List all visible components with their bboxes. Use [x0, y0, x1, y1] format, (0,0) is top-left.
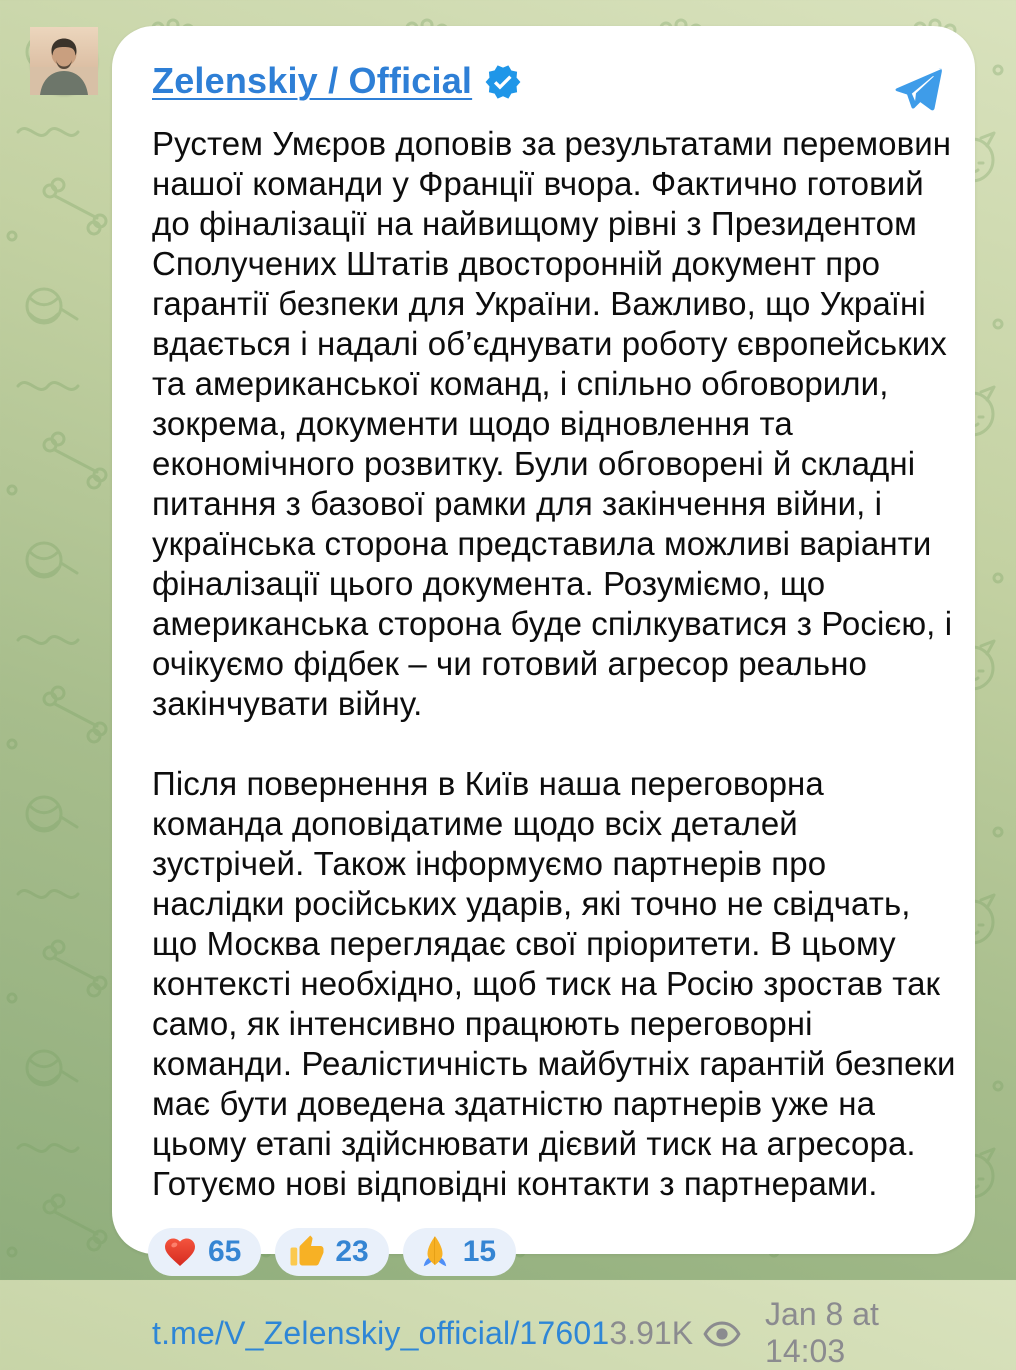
- praying-hands-icon: [417, 1234, 453, 1270]
- channel-name-link[interactable]: Zelenskiy / Official: [152, 60, 473, 101]
- message-meta: [609, 1296, 941, 1370]
- reactions-row: [148, 1228, 945, 1276]
- thumbs-up-icon: [289, 1234, 325, 1270]
- verified-badge-icon: [484, 63, 522, 101]
- heart-icon: [162, 1234, 198, 1270]
- avatar[interactable]: [30, 27, 98, 95]
- message-footer: [152, 1296, 945, 1370]
- post-permalink[interactable]: t.me/V_Zelenskiy_official/17601: [152, 1314, 610, 1351]
- views-eye-icon: [703, 1320, 741, 1348]
- message-date: Jan 8 at 14:03: [765, 1296, 879, 1369]
- post-paragraph-1: Рустем Умєров доповів за результатами перемовин нашої команди у Франції вчора. Фактично готовий до фіналізації на найвищому рівні з Президентом Сполучених Штатів двосторонній документ про гарантії безпеки для України. Важливо, що Україні вдається і надалі об’єднувати роботу європейських та американської команд, і спільно обговорили, зокрема, документи щодо відновлення та економічного розвитку. Були обговорені й складні питання з базової рамки для закінчення війни, і українська сторона представила можливі варіанти фіналізації цього документа. Розуміємо, що американська сторона буде спілкуватися з Росією, і очікуємо фідбек – чи готовий агресор реально закінчувати війну.: [152, 125, 953, 722]
- post-paragraph-2: Після повернення в Київ наша переговорна команда доповідатиме щодо всіх деталей зустрічей. Також інформуємо партнерів про наслідки російських ударів, які точно не свідчать, що Москва переглядає свої пріоритети. В цьому контексті необхідно, щоб тиск на Росію зростав так само, як інтенсивно працюють переговорні команди. Реалістичність майбутніх гарантій безпеки має бути доведена здатністю партнерів уже на цьому етапі здійснювати дієвий тиск на агресора. Готуємо нові відповідні контакти з партнерами.: [152, 765, 956, 1202]
- reaction-heart[interactable]: [148, 1228, 261, 1276]
- reaction-praying-hands-count: 15: [462, 1235, 497, 1268]
- telegram-paper-plane-icon: [893, 62, 945, 114]
- reaction-praying-hands[interactable]: [403, 1228, 516, 1276]
- post-text: [152, 124, 957, 1204]
- reaction-thumbs-up-count: 23: [335, 1235, 369, 1268]
- views-group: [609, 1315, 741, 1352]
- message-header: [152, 60, 945, 102]
- reaction-thumbs-up[interactable]: [275, 1228, 388, 1276]
- reaction-heart-count: 65: [208, 1235, 242, 1268]
- views-count: 3.91K: [609, 1314, 694, 1351]
- message-bubble: [112, 26, 975, 1369]
